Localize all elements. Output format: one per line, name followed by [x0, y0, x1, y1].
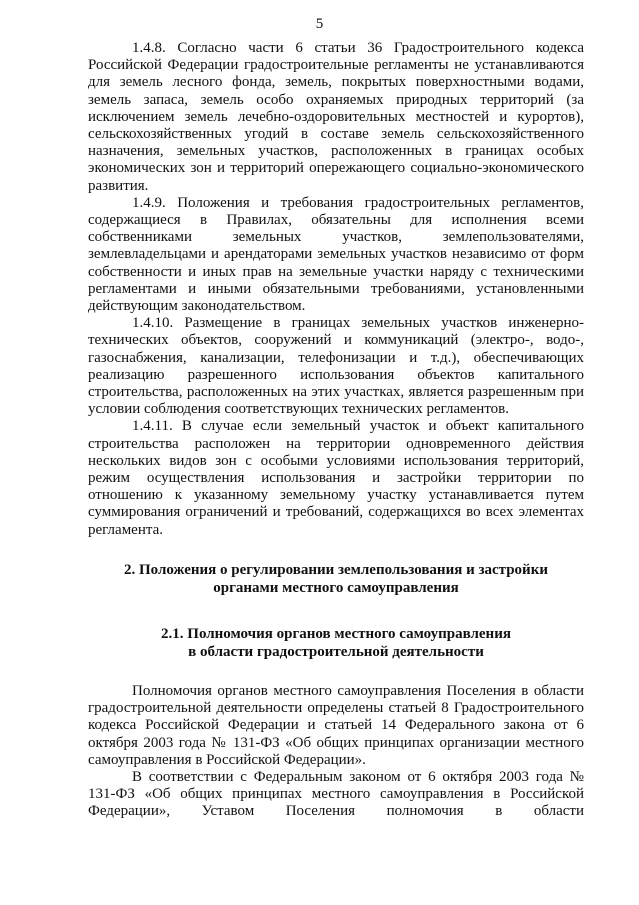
section-2-heading-line-1: 2. Положения о регулировании землепользования и застройки — [124, 561, 548, 578]
paragraph-powers-intro: Полномочия органов местного самоуправления Поселения в области градостроительной деятельности определены статьей 8 Градостроительного кодекса Российской Федерации и статьей 14 Федерального закона от 6 октября 2003 года № 131-ФЗ «Об общих принципах организации местного самоуправления в Российской Федерации». — [88, 682, 584, 768]
paragraph-1-4-11: 1.4.11. В случае если земельный участок и объект капитального строительства расположен на территории одновременного действия нескольких видов зон с особыми условиями использования территорий, режим осуществления использования и застройки территории по отношению к указанному земельному участку устанавливается путем суммирования ограничений и требований, содержащихся во всех элементах регламента. — [88, 418, 584, 538]
paragraph-1-4-10: 1.4.10. Размещение в границах земельных участков инженерно-технических объектов, сооружений и коммуникаций (электро-, водо-, газоснабжения, канализации, телефонизации и т.д.), обеспечивающих реализацию разрешенного использования объектов капитального строительства, расположенных на этих участках, является разрешенным при условии соблюдения соответствующих технических регламентов. — [88, 315, 584, 418]
section-2-1-heading — [88, 625, 584, 661]
paragraph-1-4-8: 1.4.8. Согласно части 6 статьи 36 Градостроительного кодекса Российской Федерации градостроительные регламенты не устанавливаются для земель лесного фонда, земель, покрытых поверхностными водами, земель запаса, земель особо охраняемых природных территорий (за исключением земель лечебно-оздоровительных местностей и курортов), сельскохозяйственных угодий в составе земель сельскохозяйственного назначения, земельных участков, расположенных в границах особых экономических зон и территорий опережающего социально-экономического развития. — [88, 40, 584, 194]
section-2-heading-line-2: органами местного самоуправления — [213, 579, 459, 596]
section-2-1-heading-line-1: 2.1. Полномочия органов местного самоуправления — [161, 625, 511, 642]
paragraph-1-4-9: 1.4.9. Положения и требования градостроительных регламентов, содержащиеся в Правилах, обязательны для исполнения всеми собственниками земельных участков, землепользователями, землевладельцами и арендаторами земельных участков независимо от форм собственности и иных прав на земельные участки наряду с техническими регламентами и иными обязательными требованиями, установленными действующим законодательством. — [88, 194, 584, 315]
page-number: 5 — [315, 16, 324, 32]
section-2-heading — [88, 561, 584, 597]
paragraph-federal-law: В соответствии с Федеральным законом от 6 октября 2003 года № 131-ФЗ «Об общих принципах местного самоуправления в Российской Федерации», Уставом Поселения полномочия в области — [88, 768, 584, 820]
section-2-1-heading-line-2: в области градостроительной деятельности — [188, 643, 484, 660]
document-body — [88, 40, 584, 821]
